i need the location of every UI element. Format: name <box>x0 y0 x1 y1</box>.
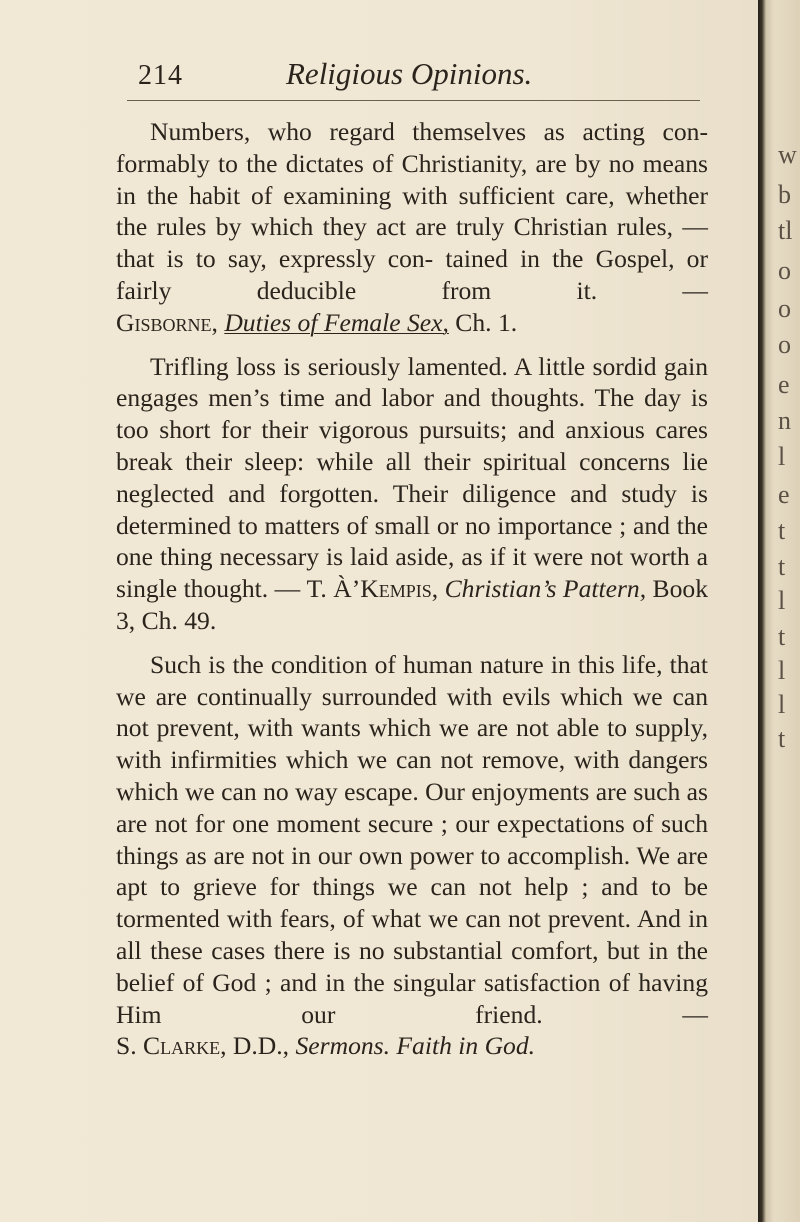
adjacent-text-fragment: l <box>778 690 786 719</box>
adjacent-text-fragment: b <box>778 180 791 209</box>
adjacent-text-fragment: w <box>778 140 797 169</box>
quotation-author: S. Clarke, D.D., <box>116 1031 290 1061</box>
adjacent-text-fragment: l <box>778 442 786 471</box>
adjacent-text-fragment: e <box>778 480 790 509</box>
running-title: Religious Opinions. <box>286 56 533 91</box>
quotation-text: Such is the condition of human nature in this life, that we are continually surrounded with evils which we can not prevent, with wants which we are not able to supply, with infirmities which we can not remove, with dangers which we can no way escape. Our enjoyments are such as are not for one moment secure ; our expectations of such things as are not in our own power to accomplish. We are apt to grieve for things we can not help ; and to be tormented with fears, of what we can not prevent. And in all these cases there is no substantial comfort, but in the belief of God ; and in the singular satisfaction of having Him our friend. — <box>116 649 708 1029</box>
adjacent-text-fragment: t <box>778 724 786 753</box>
adjacent-text-fragment: l <box>778 586 786 615</box>
quotation-author: T. À’Kempis, <box>306 574 439 604</box>
adjacent-text-fragment: tl <box>778 216 793 245</box>
adjacent-text-fragment: n <box>778 406 791 435</box>
adjacent-text-fragment: l <box>778 656 786 685</box>
quotation-text: Numbers, who regard themselves as acting con- formably to the dictates of Christianity, are by no means in the habit of examining with sufficient care, whether the rules by which they act are truly Christian rules, — that is to say, expressly con- tained in the Gospel, or fairly deducible from it. — <box>116 117 708 305</box>
quotation-author: Gisborne, <box>116 307 218 337</box>
quotation-work: Christian’s Pattern, <box>444 574 647 604</box>
adjacent-text-fragment: o <box>778 256 791 285</box>
adjacent-page-edge <box>758 0 800 1222</box>
quotation-text: Trifling loss is seriously lamented. A little sordid gain engages men’s time and labor and thoughts. The day is too short for their vigorous pursuits; and anxious cares break their sleep: while all their spiritual concerns lie neglected and forgotten. Their diligence and study is determined to matters of small or no importance ; and the one thing necessary is laid aside, as if it were not worth a single thought. — <box>116 351 708 604</box>
adjacent-text-fragment: t <box>778 552 786 581</box>
running-head <box>126 56 716 96</box>
quotation-gisborne <box>116 116 708 339</box>
adjacent-text-fragment: o <box>778 330 791 359</box>
quotation-clarke <box>116 649 708 1062</box>
quotation-reference: Book 3, Ch. 49. <box>116 574 709 635</box>
page-number: 214 <box>138 60 183 91</box>
quotation-work: Sermons. Faith in God. <box>295 1031 536 1061</box>
page-body <box>116 116 708 1074</box>
header-rule <box>127 100 700 101</box>
quotation-kempis <box>116 351 708 637</box>
adjacent-text-fragment: t <box>778 516 786 545</box>
quotation-work: Duties of Female Sex, <box>224 307 449 337</box>
adjacent-text-fragment: o <box>778 294 791 323</box>
adjacent-text-fragment: t <box>778 622 786 651</box>
quotation-reference: Ch. 1. <box>448 307 518 337</box>
adjacent-text-fragment: e <box>778 370 790 399</box>
